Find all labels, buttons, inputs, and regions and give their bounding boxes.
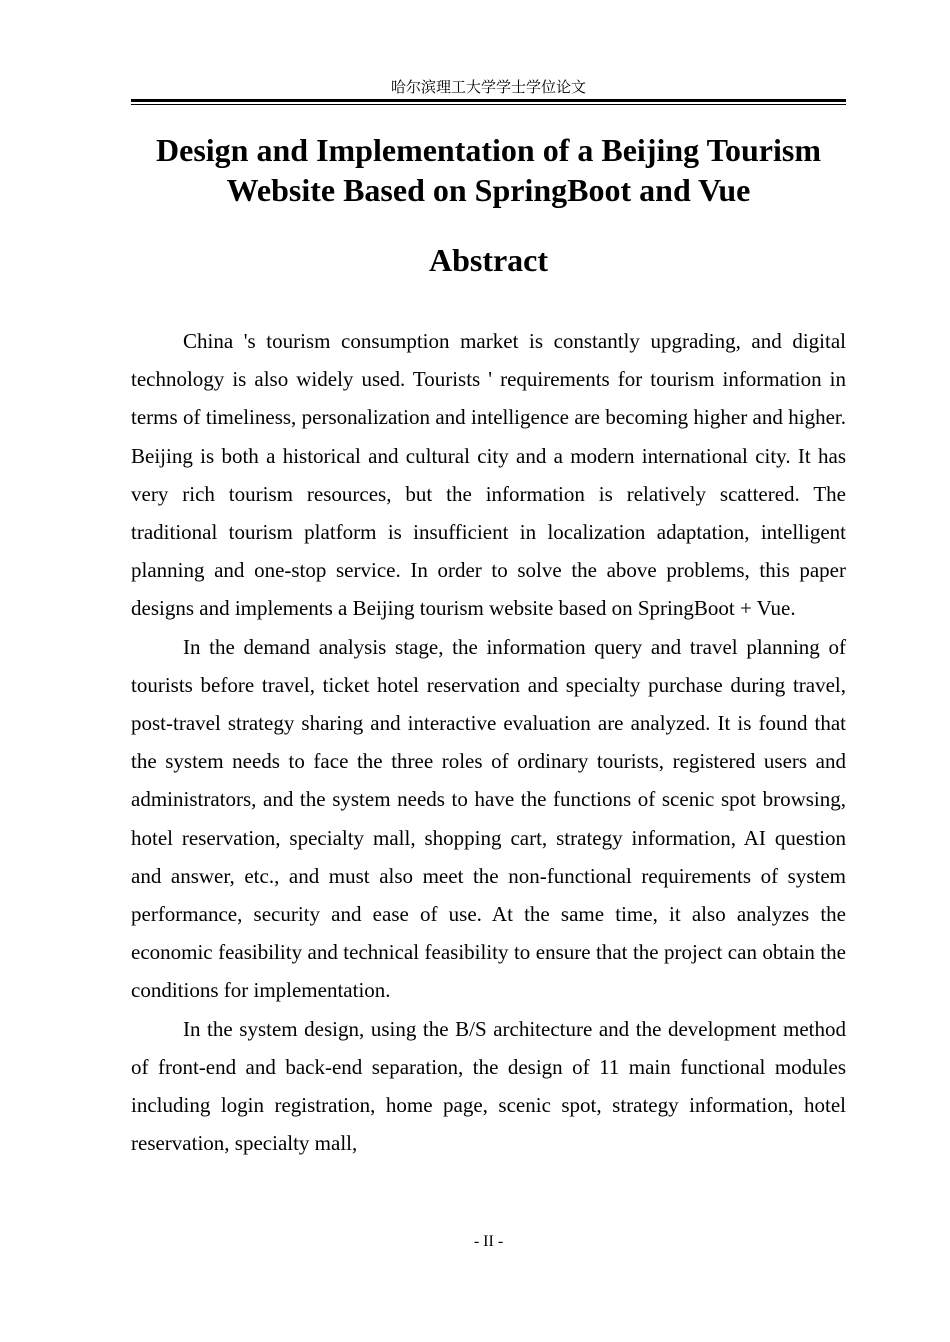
- abstract-paragraph-3: In the system design, using the B/S architecture and the development method of front-end and back-end separation, the design of 11 main functional modules including login registration, home page, scenic spot, strategy information, hotel reservation, specialty mall,: [131, 1016, 846, 1156]
- page-number: - II -: [473, 1233, 504, 1250]
- thesis-title: [131, 130, 846, 210]
- thesis-title-line-1: Design and Implementation of a Beijing Tourism: [156, 132, 821, 168]
- abstract-paragraph-2: In the demand analysis stage, the information query and travel planning of tourists before travel, ticket hotel reservation and specialty purchase during travel, post-travel strategy sharing and interactive evaluation are analyzed. It is found that the system needs to face the three roles of ordinary tourists, registered users and administrators, and the system needs to have the functions of scenic spot browsing, hotel reservation, specialty mall, shopping cart, strategy information, AI question and answer, etc., and must also meet the non-functional requirements of system performance, security and ease of use. At the same time, it also analyzes the economic feasibility and technical feasibility to ensure that the project can obtain the conditions for implementation.: [131, 634, 846, 1003]
- abstract-heading: Abstract: [428, 242, 549, 278]
- abstract-body: [131, 322, 846, 1162]
- header-rule-thick: [131, 99, 846, 102]
- thesis-title-line-2: Website Based on SpringBoot and Vue: [226, 172, 751, 208]
- running-header: 哈尔滨理工大学学士学位论文: [390, 80, 586, 96]
- abstract-paragraph-1: China 's tourism consumption market is constantly upgrading, and digital technology is also widely used. Tourists ' requirements for tourism information in terms of timeliness, personalization and intelligence are becoming higher and higher. Beijing is both a historical and cultural city and a modern international city. It has very rich tourism resources, but the information is relatively scattered. The traditional tourism platform is insufficient in localization adaptation, intelligent planning and one-stop service. In order to solve the above problems, this paper designs and implements a Beijing tourism website based on SpringBoot + Vue.: [131, 329, 846, 621]
- header-rule-thin: [131, 104, 846, 105]
